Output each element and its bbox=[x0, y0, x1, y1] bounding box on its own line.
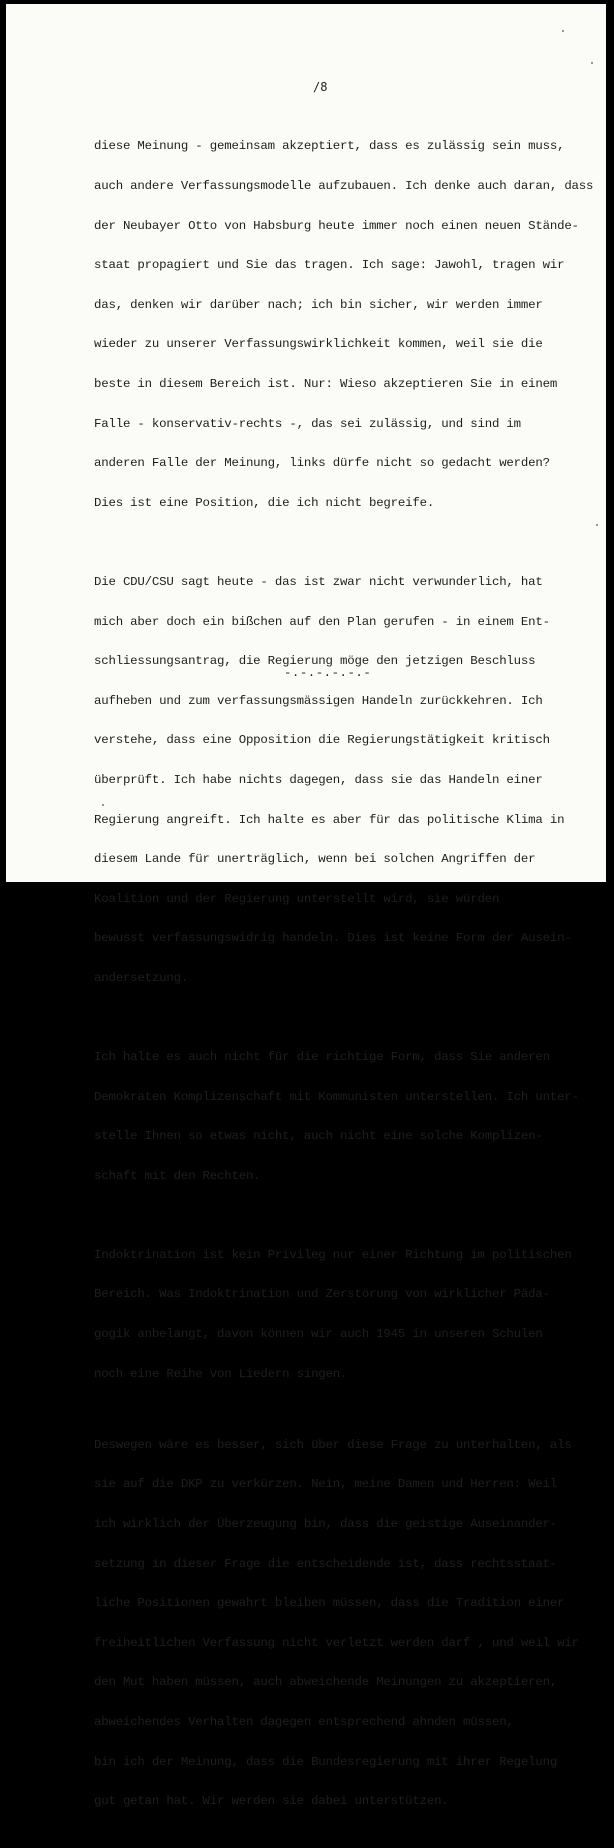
text-line: gogik anbelangt, davon können wir auch 1945 in unseren Schulen bbox=[94, 1327, 543, 1342]
text-line: bin ich der Meinung, dass die Bundesregierung mit ihrer Regelung bbox=[94, 1754, 558, 1769]
text-line: beste in diesem Bereich ist. Nur: Wieso akzeptieren Sie in einem bbox=[94, 377, 558, 392]
text-line: Regierung angreift. Ich halte es aber für das politische Klima in bbox=[94, 812, 565, 827]
scan-speck bbox=[102, 804, 104, 806]
text-line: mich aber doch ein bißchen auf den Plan gerufen - in einem Ent- bbox=[94, 614, 550, 629]
paragraph-3 bbox=[94, 1025, 614, 1210]
text-line: bewusst verfassungswidrig handeln. Dies ist keine Form der Ausein- bbox=[94, 931, 572, 946]
text-line: Deswegen wäre es besser, sich über diese Frage zu unterhalten, als bbox=[94, 1437, 572, 1452]
scan-speck bbox=[596, 524, 598, 526]
paragraph-2 bbox=[94, 550, 614, 1012]
paragraph-5 bbox=[94, 1412, 614, 1835]
text-line: gut getan hat. Wir werden sie dabei unterstützen. bbox=[94, 1794, 449, 1809]
text-line: Die CDU/CSU sagt heute - das ist zwar nicht verwunderlich, hat bbox=[94, 574, 543, 589]
text-line: aufheben und zum verfassungsmässigen Handeln zurückkehren. Ich bbox=[94, 693, 543, 708]
text-line: Dies ist eine Position, die ich nicht begreife. bbox=[94, 495, 435, 510]
text-line: schaft mit den Rechten. bbox=[94, 1168, 261, 1183]
text-line: andersetzung. bbox=[94, 971, 189, 985]
page-number: /8 bbox=[313, 80, 328, 94]
text-line: diesem Lande für unerträglich, wenn bei solchen Angriffen der bbox=[94, 852, 536, 867]
text-line: der Neubayer Otto von Habsburg heute immer noch einen neuen Stände- bbox=[94, 218, 579, 233]
text-line: anderen Falle der Meinung, links dürfe nicht so gedacht werden? bbox=[94, 456, 550, 471]
text-line: ich wirklich der Überzeugung bin, dass die geistige Auseinander- bbox=[94, 1516, 558, 1531]
paragraph-1 bbox=[94, 114, 614, 537]
text-line: wieder zu unserer Verfassungswirklichkeit kommen, weil sie die bbox=[94, 337, 543, 352]
body-text bbox=[94, 114, 614, 1848]
text-line: verstehe, dass eine Opposition die Regierungstätigkeit kritisch bbox=[94, 733, 550, 748]
text-line: schliessungsantrag, die Regierung möge den jetzigen Beschluss bbox=[94, 654, 536, 669]
text-line: Falle - konservativ-rechts -, das sei zulässig, und sind im bbox=[94, 416, 521, 431]
text-line: Demokraten Komplizenschaft mit Kommunisten unterstellen. Ich unter- bbox=[94, 1089, 579, 1104]
end-mark: -.-.-.-.-.- bbox=[284, 666, 372, 680]
text-line: Ich halte es auch nicht für die richtige Form, dass Sie anderen bbox=[94, 1050, 550, 1065]
scan-speck bbox=[591, 62, 593, 64]
scan-speck bbox=[562, 30, 564, 32]
text-line: den Mut haben müssen, auch abweichende Meinungen zu akzeptieren, bbox=[94, 1675, 558, 1690]
text-line: freiheitlichen Verfassung nicht verletzt werden darf , und weil wir bbox=[94, 1635, 579, 1650]
text-line: liche Positionen gewahrt bleiben müssen, dass die Tradition einer bbox=[94, 1596, 565, 1611]
text-line: Indoktrination ist kein Privileg nur einer Richtung im politischen bbox=[94, 1247, 572, 1262]
text-line: Koalition und der Regierung unterstellt wird, sie würden bbox=[94, 891, 500, 906]
text-line: diese Meinung - gemeinsam akzeptiert, dass es zulässig sein muss, bbox=[94, 139, 565, 154]
text-line: überprüft. Ich habe nichts dagegen, dass sie das Handeln einer bbox=[94, 772, 543, 787]
text-line: abweichendes Verhalten dagegen entsprechend ahnden müssen, bbox=[94, 1714, 514, 1729]
text-line: das, denken wir darüber nach; ich bin sicher, wir werden immer bbox=[94, 297, 543, 312]
text-line: stelle Ihnen so etwas nicht, auch nicht eine solche Komplizen- bbox=[94, 1129, 543, 1144]
text-line: auch andere Verfassungsmodelle aufzubauen. Ich denke auch daran, dass bbox=[94, 179, 594, 194]
paragraph-4 bbox=[94, 1222, 614, 1407]
text-line: noch eine Reihe von Liedern singen. bbox=[94, 1366, 348, 1381]
text-line: Bereich. Was Indoktrination und Zerstörung von wirklicher Päda- bbox=[94, 1287, 550, 1302]
text-line: setzung in dieser Frage die entscheidende ist, dass rechtsstaat- bbox=[94, 1556, 558, 1571]
text-line: sie auf die DKP zu verkürzen. Nein, meine Damen und Herren: Weil bbox=[94, 1477, 558, 1492]
text-line: staat propagiert und Sie das tragen. Ich sage: Jawohl, tragen wir bbox=[94, 258, 565, 273]
document-page bbox=[6, 4, 606, 1809]
